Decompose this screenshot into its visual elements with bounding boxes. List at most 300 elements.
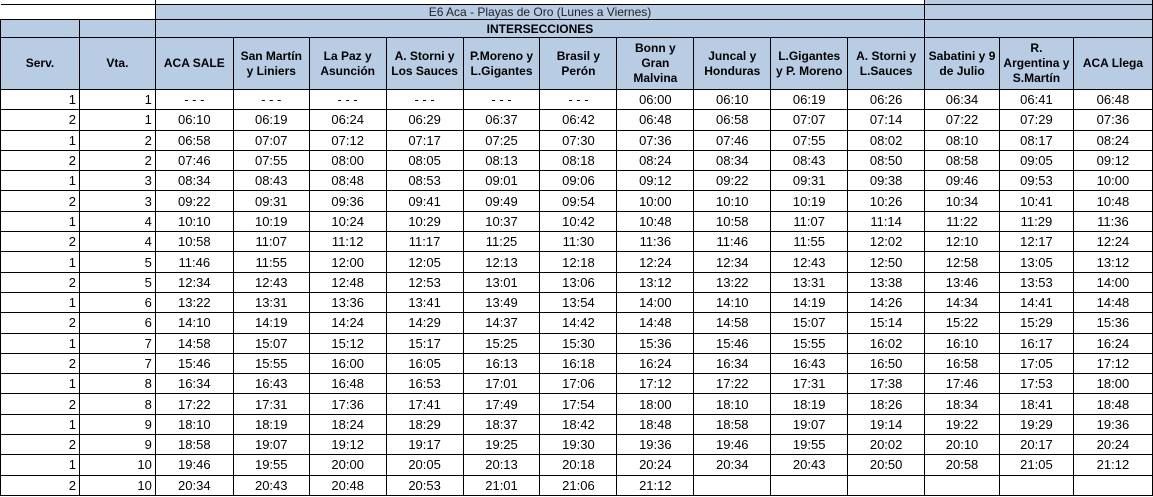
- time-cell: 10:29: [386, 211, 463, 231]
- time-cell: 11:55: [233, 252, 309, 272]
- time-cell: 20:50: [848, 455, 925, 475]
- column-header: Juncal y Honduras: [694, 38, 771, 90]
- time-cell: 06:29: [386, 110, 463, 130]
- table-row: [1, 475, 1153, 495]
- time-cell: 12:24: [617, 252, 694, 272]
- time-cell: 19:55: [771, 435, 848, 455]
- table-row: [1, 292, 1153, 312]
- time-cell: 12:34: [694, 252, 771, 272]
- time-cell: 14:19: [771, 292, 848, 312]
- time-cell: - - -: [386, 90, 463, 110]
- time-cell: 13:06: [540, 272, 617, 292]
- column-header: A. Storni y L.Sauces: [848, 38, 925, 90]
- time-cell: 12:24: [1073, 232, 1152, 252]
- time-cell: 06:42: [540, 110, 617, 130]
- time-cell: 12:17: [999, 232, 1073, 252]
- time-cell: 09:54: [540, 191, 617, 211]
- time-cell: 16:50: [848, 353, 925, 373]
- time-cell: 17:36: [309, 394, 386, 414]
- time-cell: - - -: [233, 90, 309, 110]
- time-cell: 10:42: [540, 211, 617, 231]
- time-cell: 20:58: [925, 455, 1000, 475]
- time-cell: 08:05: [386, 150, 463, 170]
- time-cell: 16:02: [848, 333, 925, 353]
- time-cell: 18:24: [309, 414, 386, 434]
- time-cell: 17:49: [463, 394, 540, 414]
- time-cell: [694, 475, 771, 495]
- time-cell: 09:01: [463, 171, 540, 191]
- vta-cell: 3: [79, 191, 155, 211]
- vta-cell: 3: [79, 171, 155, 191]
- table-row: [1, 191, 1153, 211]
- column-header: Bonn y Gran Malvina: [617, 38, 694, 90]
- time-cell: 14:00: [1073, 272, 1152, 292]
- time-cell: 16:58: [925, 353, 1000, 373]
- time-cell: 07:07: [233, 130, 309, 150]
- time-cell: 21:06: [540, 475, 617, 495]
- vta-cell: 6: [79, 313, 155, 333]
- table-row: [1, 455, 1153, 475]
- time-cell: 15:46: [155, 353, 233, 373]
- vta-cell: 1: [79, 110, 155, 130]
- serv-cell: 2: [1, 394, 80, 414]
- time-cell: 14:42: [540, 313, 617, 333]
- time-cell: 16:24: [1073, 333, 1152, 353]
- time-cell: 20:00: [309, 455, 386, 475]
- time-cell: 20:18: [540, 455, 617, 475]
- serv-cell: 2: [1, 150, 80, 170]
- table-row: [1, 252, 1153, 272]
- time-cell: 06:10: [694, 90, 771, 110]
- time-cell: 07:12: [309, 130, 386, 150]
- time-cell: 09:53: [999, 171, 1073, 191]
- serv-cell: 1: [1, 130, 80, 150]
- time-cell: 09:31: [233, 191, 309, 211]
- time-cell: 09:22: [155, 191, 233, 211]
- timetable-title: E6 Aca - Playas de Oro (Lunes a Viernes): [155, 5, 924, 20]
- time-cell: 07:55: [771, 130, 848, 150]
- time-cell: 19:46: [155, 455, 233, 475]
- time-cell: 13:05: [999, 252, 1073, 272]
- time-cell: 11:36: [617, 232, 694, 252]
- time-cell: 18:41: [999, 394, 1073, 414]
- time-cell: 09:36: [309, 191, 386, 211]
- time-cell: 06:48: [1073, 90, 1152, 110]
- table-row: [1, 414, 1153, 434]
- time-cell: 12:43: [233, 272, 309, 292]
- time-cell: 19:17: [386, 435, 463, 455]
- time-cell: 20:24: [1073, 435, 1152, 455]
- table-row: [1, 211, 1153, 231]
- column-header: Sabatini y 9 de Julio: [925, 38, 1000, 90]
- time-cell: 15:30: [540, 333, 617, 353]
- time-cell: 18:10: [155, 414, 233, 434]
- time-cell: 07:22: [925, 110, 1000, 130]
- time-cell: 10:58: [155, 232, 233, 252]
- table-row: [1, 435, 1153, 455]
- time-cell: 12:05: [386, 252, 463, 272]
- time-cell: 11:14: [848, 211, 925, 231]
- serv-cell: 1: [1, 414, 80, 434]
- intersecciones-label: INTERSECCIONES: [155, 20, 924, 38]
- time-cell: - - -: [155, 90, 233, 110]
- time-cell: 07:55: [233, 150, 309, 170]
- time-cell: 17:31: [771, 374, 848, 394]
- table-row: [1, 374, 1153, 394]
- time-cell: 19:07: [771, 414, 848, 434]
- time-cell: 10:10: [155, 211, 233, 231]
- time-cell: - - -: [463, 90, 540, 110]
- time-cell: 09:46: [925, 171, 1000, 191]
- time-cell: 09:38: [848, 171, 925, 191]
- vta-cell: 2: [79, 130, 155, 150]
- time-cell: 12:43: [771, 252, 848, 272]
- time-cell: 08:48: [309, 171, 386, 191]
- time-cell: 15:12: [309, 333, 386, 353]
- time-cell: 13:46: [925, 272, 1000, 292]
- time-cell: 16:24: [617, 353, 694, 373]
- time-cell: 14:41: [999, 292, 1073, 312]
- time-cell: 06:58: [155, 130, 233, 150]
- time-cell: 14:10: [694, 292, 771, 312]
- time-cell: 16:43: [233, 374, 309, 394]
- time-cell: 12:02: [848, 232, 925, 252]
- time-cell: 08:53: [386, 171, 463, 191]
- column-header-row: [1, 38, 1153, 90]
- time-cell: 20:02: [848, 435, 925, 455]
- time-cell: 20:48: [309, 475, 386, 495]
- time-cell: 08:34: [155, 171, 233, 191]
- serv-cell: 2: [1, 475, 80, 495]
- time-cell: 16:05: [386, 353, 463, 373]
- time-cell: 09:41: [386, 191, 463, 211]
- vta-cell: 2: [79, 150, 155, 170]
- time-cell: 18:58: [155, 435, 233, 455]
- table-row: [1, 353, 1153, 373]
- time-cell: 19:30: [540, 435, 617, 455]
- vta-cell: 7: [79, 353, 155, 373]
- time-cell: 18:29: [386, 414, 463, 434]
- time-cell: 11:07: [771, 211, 848, 231]
- time-cell: 20:10: [925, 435, 1000, 455]
- time-cell: 06:41: [999, 90, 1073, 110]
- time-cell: 06:34: [925, 90, 1000, 110]
- time-cell: 06:48: [617, 110, 694, 130]
- column-header: La Paz y Asunción: [309, 38, 386, 90]
- serv-cell: 2: [1, 191, 80, 211]
- vta-cell: 6: [79, 292, 155, 312]
- time-cell: [848, 475, 925, 495]
- time-cell: 11:46: [155, 252, 233, 272]
- time-cell: 17:06: [540, 374, 617, 394]
- time-cell: 19:25: [463, 435, 540, 455]
- time-cell: 19:36: [617, 435, 694, 455]
- time-cell: 11:25: [463, 232, 540, 252]
- time-cell: 12:48: [309, 272, 386, 292]
- time-cell: 16:13: [463, 353, 540, 373]
- time-cell: 14:24: [309, 313, 386, 333]
- serv-cell: 1: [1, 90, 80, 110]
- time-cell: 08:18: [540, 150, 617, 170]
- time-cell: 12:13: [463, 252, 540, 272]
- serv-cell: 1: [1, 455, 80, 475]
- time-cell: 14:19: [233, 313, 309, 333]
- time-cell: 19:29: [999, 414, 1073, 434]
- time-cell: 10:41: [999, 191, 1073, 211]
- time-cell: 11:55: [771, 232, 848, 252]
- time-cell: 11:12: [309, 232, 386, 252]
- vta-cell: 8: [79, 374, 155, 394]
- column-header: ACA SALE: [155, 38, 233, 90]
- time-cell: 17:38: [848, 374, 925, 394]
- time-cell: 17:01: [463, 374, 540, 394]
- time-cell: 13:22: [694, 272, 771, 292]
- vta-cell: 1: [79, 90, 155, 110]
- time-cell: 21:01: [463, 475, 540, 495]
- time-cell: 08:13: [463, 150, 540, 170]
- time-cell: 08:24: [1073, 130, 1152, 150]
- time-cell: 11:46: [694, 232, 771, 252]
- time-cell: 06:10: [155, 110, 233, 130]
- time-cell: 07:07: [771, 110, 848, 130]
- time-cell: 12:10: [925, 232, 1000, 252]
- time-cell: 18:37: [463, 414, 540, 434]
- time-cell: 15:25: [463, 333, 540, 353]
- time-cell: 09:12: [617, 171, 694, 191]
- time-cell: 19:14: [848, 414, 925, 434]
- vta-cell: 4: [79, 211, 155, 231]
- table-row: [1, 272, 1153, 292]
- time-cell: 07:30: [540, 130, 617, 150]
- time-cell: 16:17: [999, 333, 1073, 353]
- time-cell: 18:00: [617, 394, 694, 414]
- time-cell: [999, 475, 1073, 495]
- vta-cell: 10: [79, 475, 155, 495]
- time-cell: 21:12: [1073, 455, 1152, 475]
- column-header: A. Storni y Los Sauces: [386, 38, 463, 90]
- time-cell: 15:36: [1073, 313, 1152, 333]
- time-cell: 14:26: [848, 292, 925, 312]
- vta-cell: 9: [79, 414, 155, 434]
- time-cell: 10:48: [617, 211, 694, 231]
- time-cell: 13:31: [771, 272, 848, 292]
- time-cell: 17:12: [617, 374, 694, 394]
- time-cell: 18:58: [694, 414, 771, 434]
- column-header: Brasil y Perón: [540, 38, 617, 90]
- time-cell: 16:43: [771, 353, 848, 373]
- time-cell: 15:55: [233, 353, 309, 373]
- time-cell: 20:17: [999, 435, 1073, 455]
- time-cell: 15:29: [999, 313, 1073, 333]
- vta-cell: 5: [79, 272, 155, 292]
- time-cell: 14:58: [155, 333, 233, 353]
- time-cell: 20:05: [386, 455, 463, 475]
- serv-cell: 1: [1, 252, 80, 272]
- time-cell: 09:05: [999, 150, 1073, 170]
- time-cell: 21:05: [999, 455, 1073, 475]
- time-cell: 16:00: [309, 353, 386, 373]
- table-row: [1, 232, 1153, 252]
- column-header: Vta.: [79, 38, 155, 90]
- time-cell: 14:48: [617, 313, 694, 333]
- time-cell: 07:46: [694, 130, 771, 150]
- time-cell: 10:00: [617, 191, 694, 211]
- time-cell: 12:18: [540, 252, 617, 272]
- time-cell: 13:01: [463, 272, 540, 292]
- serv-cell: 1: [1, 171, 80, 191]
- time-cell: 18:48: [1073, 394, 1152, 414]
- time-cell: 18:26: [848, 394, 925, 414]
- serv-cell: 2: [1, 272, 80, 292]
- time-cell: 20:24: [617, 455, 694, 475]
- column-header: San Martín y Liniers: [233, 38, 309, 90]
- time-cell: 12:34: [155, 272, 233, 292]
- time-cell: 18:42: [540, 414, 617, 434]
- time-cell: 19:36: [1073, 414, 1152, 434]
- serv-cell: 2: [1, 313, 80, 333]
- time-cell: 07:36: [617, 130, 694, 150]
- time-cell: 15:07: [233, 333, 309, 353]
- serv-cell: 1: [1, 211, 80, 231]
- time-cell: 11:30: [540, 232, 617, 252]
- vta-cell: 4: [79, 232, 155, 252]
- time-cell: 13:49: [463, 292, 540, 312]
- time-cell: 12:58: [925, 252, 1000, 272]
- time-cell: 08:43: [771, 150, 848, 170]
- time-cell: 15:14: [848, 313, 925, 333]
- time-cell: 13:36: [309, 292, 386, 312]
- time-cell: 19:07: [233, 435, 309, 455]
- time-cell: - - -: [309, 90, 386, 110]
- time-cell: 18:19: [233, 414, 309, 434]
- time-cell: 08:17: [999, 130, 1073, 150]
- time-cell: [1073, 475, 1152, 495]
- time-cell: 11:22: [925, 211, 1000, 231]
- time-cell: 19:46: [694, 435, 771, 455]
- time-cell: 07:14: [848, 110, 925, 130]
- time-cell: 10:58: [694, 211, 771, 231]
- time-cell: 17:22: [155, 394, 233, 414]
- vta-cell: 10: [79, 455, 155, 475]
- table-row: [1, 110, 1153, 130]
- time-cell: 16:18: [540, 353, 617, 373]
- time-cell: 20:34: [155, 475, 233, 495]
- time-cell: 16:34: [694, 353, 771, 373]
- time-cell: 17:22: [694, 374, 771, 394]
- time-cell: 13:38: [848, 272, 925, 292]
- time-cell: 13:53: [999, 272, 1073, 292]
- time-cell: 20:53: [386, 475, 463, 495]
- time-cell: 10:48: [1073, 191, 1152, 211]
- time-cell: 08:02: [848, 130, 925, 150]
- time-cell: 06:26: [848, 90, 925, 110]
- serv-cell: 1: [1, 333, 80, 353]
- time-cell: 20:13: [463, 455, 540, 475]
- time-cell: 11:07: [233, 232, 309, 252]
- vta-cell: 9: [79, 435, 155, 455]
- time-cell: 16:53: [386, 374, 463, 394]
- vta-cell: 8: [79, 394, 155, 414]
- time-cell: 18:10: [694, 394, 771, 414]
- time-cell: 09:31: [771, 171, 848, 191]
- time-cell: 12:50: [848, 252, 925, 272]
- time-cell: 09:12: [1073, 150, 1152, 170]
- column-header: P.Moreno y L.Gigantes: [463, 38, 540, 90]
- time-cell: 11:36: [1073, 211, 1152, 231]
- serv-cell: 2: [1, 435, 80, 455]
- time-cell: 10:10: [694, 191, 771, 211]
- time-cell: 11:29: [999, 211, 1073, 231]
- serv-cell: 1: [1, 292, 80, 312]
- time-cell: 07:17: [386, 130, 463, 150]
- time-cell: 16:34: [155, 374, 233, 394]
- time-cell: 08:34: [694, 150, 771, 170]
- time-cell: 17:53: [999, 374, 1073, 394]
- time-cell: 16:48: [309, 374, 386, 394]
- time-cell: 13:54: [540, 292, 617, 312]
- time-cell: 18:48: [617, 414, 694, 434]
- column-header: L.Gigantes y P. Moreno: [771, 38, 848, 90]
- time-cell: 20:34: [694, 455, 771, 475]
- time-cell: 10:24: [309, 211, 386, 231]
- time-cell: 09:06: [540, 171, 617, 191]
- time-cell: [771, 475, 848, 495]
- time-cell: 17:41: [386, 394, 463, 414]
- time-cell: 12:00: [309, 252, 386, 272]
- time-cell: 10:37: [463, 211, 540, 231]
- time-cell: 12:53: [386, 272, 463, 292]
- time-cell: 09:22: [694, 171, 771, 191]
- time-cell: [925, 475, 1000, 495]
- time-cell: 17:12: [1073, 353, 1152, 373]
- time-cell: 15:22: [925, 313, 1000, 333]
- title-row: [1, 5, 1153, 20]
- table-row: [1, 313, 1153, 333]
- column-header: R. Argentina y S.Martín: [999, 38, 1073, 90]
- table-row: [1, 394, 1153, 414]
- table-row: [1, 90, 1153, 110]
- time-cell: 13:41: [386, 292, 463, 312]
- time-cell: 19:22: [925, 414, 1000, 434]
- intersecciones-row: [1, 20, 1153, 38]
- time-cell: 18:19: [771, 394, 848, 414]
- time-cell: 10:26: [848, 191, 925, 211]
- time-cell: 18:00: [1073, 374, 1152, 394]
- time-cell: 15:55: [771, 333, 848, 353]
- time-cell: 13:12: [1073, 252, 1152, 272]
- table-row: [1, 333, 1153, 353]
- table-row: [1, 171, 1153, 191]
- time-cell: 19:12: [309, 435, 386, 455]
- table-row: [1, 150, 1153, 170]
- time-cell: 13:12: [617, 272, 694, 292]
- time-cell: 06:24: [309, 110, 386, 130]
- time-cell: 15:07: [771, 313, 848, 333]
- time-cell: 15:17: [386, 333, 463, 353]
- time-cell: 07:36: [1073, 110, 1152, 130]
- vta-cell: 5: [79, 252, 155, 272]
- serv-cell: 1: [1, 374, 80, 394]
- time-cell: 09:49: [463, 191, 540, 211]
- time-cell: 10:00: [1073, 171, 1152, 191]
- time-cell: 13:31: [233, 292, 309, 312]
- time-cell: 08:00: [309, 150, 386, 170]
- serv-cell: 2: [1, 232, 80, 252]
- time-cell: 14:37: [463, 313, 540, 333]
- time-cell: 21:12: [617, 475, 694, 495]
- vta-cell: 7: [79, 333, 155, 353]
- time-cell: 11:17: [386, 232, 463, 252]
